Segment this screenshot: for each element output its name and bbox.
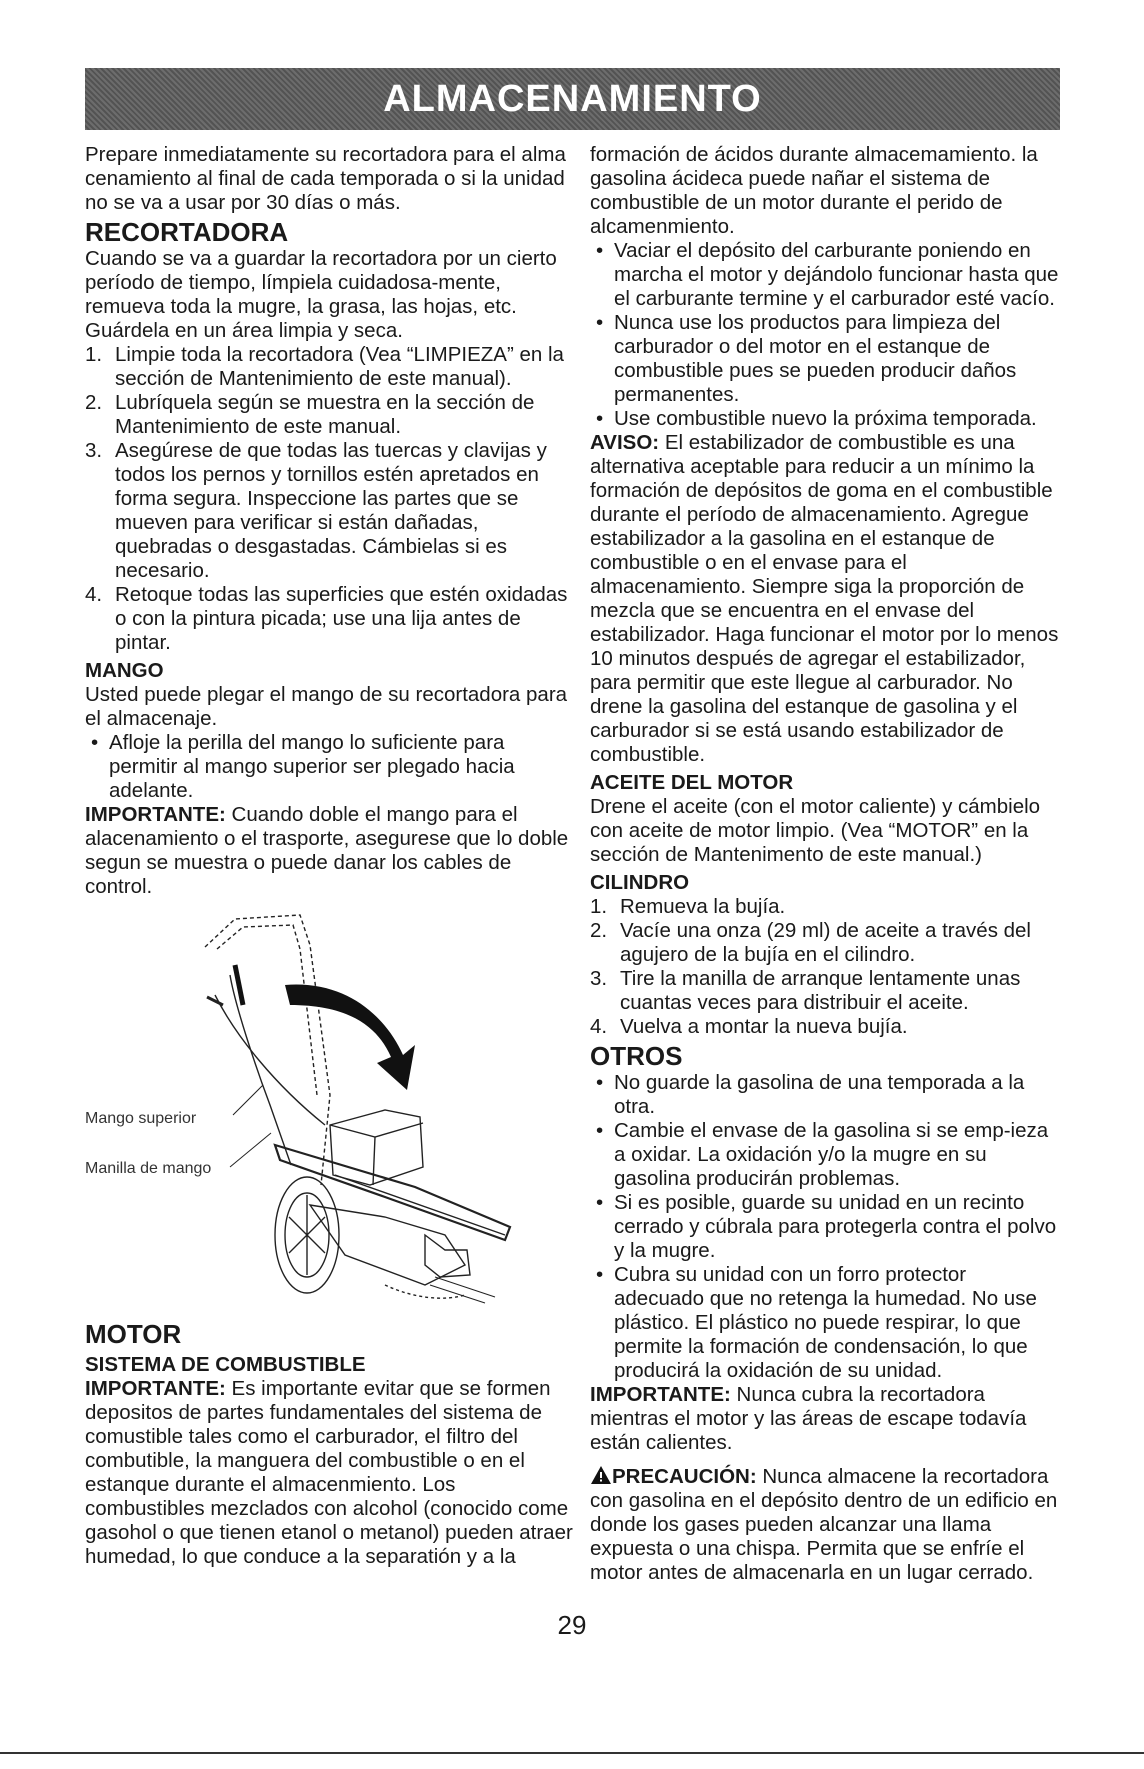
section-banner (85, 68, 1060, 130)
heading-aceite: ACEITE DEL MOTOR (590, 771, 794, 794)
list-item: • No guarde la gasolina de una temporada a la otra. (596, 1071, 1025, 1118)
page-number: 29 (557, 1610, 587, 1640)
left-column (85, 143, 575, 1569)
heading-recortadora: RECORTADORA (85, 217, 289, 247)
caution-paragraph: PRECAUCIÓN: Nunca almacene la recortadora con gasolina en el depósito dentro de un edificio en donde los gases pueden alcanzar una llama expuesta o una chispa. Permita que se enfríe el motor antes de almacenarla en un lugar cerrado. (590, 1465, 1058, 1584)
list-item: 3. Tire la manilla de arranque lentamente unas cuantas veces para distribuir el aceite. (590, 967, 1021, 1014)
fuel-bullets (590, 239, 1060, 431)
banner-title: ALMACENAMIENTO (383, 77, 762, 120)
fuel-continued: formación de ácidos durante almacemamiento. la gasolina ácideca puede nañar el sistema de combustible de un motor durante el perido de alcamenmiento. (590, 143, 1038, 238)
list-item: 1. Remueva la bujía. (590, 895, 786, 918)
list-item: 2. Lubríquela según se muestra en la sección de Mantenimiento de este manual. (85, 391, 535, 438)
list-item: 3. Asegúrese de que todas las tuercas y clavijas y todos los pernos y tornillos estén apretados en forma segura. Inspeccione las partes que se mueven para verificar si están dañadas, quebradas o desgastadas. Cámbielas si es necesario. (85, 439, 547, 582)
motor-important: IMPORTANTE: Es importante evitar que se formen depositos de partes fundamentales del sistema de comustible tales como el carburador, el filtro del combutible, la manguera del combustible o en el estanque durante el almacenmiento. Los combustibles mezclados con alcohol (conocido come gasohol o que tienen etanol o metanol) pueden atraer humedad, lo que conduce a la separatión y a la (85, 1377, 573, 1568)
otros-important: IMPORTANTE: Nunca cubra la recortadora mientras el motor y las áreas de escape todavía están calientes. (590, 1383, 1027, 1454)
right-column (590, 143, 1060, 1585)
aviso-paragraph: AVISO: El estabilizador de combustible es una alternativa aceptable para reducir a un mínimo la formación de depósitos de goma en el combustible durante el período de almacenamiento. Agregue estabilizador a la gasolina en el estanque de combustible o en el envase para el almacenamiento. Siempre siga la proporción de mezcla que se encuentra en el envase del estabilizador. Haga funcionar el motor por lo menos 10 minutos después de agregar el estabilizador, para permitir que este llegue al carburador. No drene la gasolina del estanque de gasolina y el carburador si se está usando estabilizador de combustible. (590, 431, 1059, 766)
label-handle-knob: Manilla de mango (85, 1160, 212, 1177)
heading-sistema-combustible: SISTEMA DE COMBUSTIBLE (85, 1353, 366, 1376)
aceite-body: Drene el aceite (con el motor caliente) y cámbielo con aceite de motor limpio. (Vea “MOTOR” en la sección de Mantenimento de este manual.) (590, 795, 1041, 866)
mango-bullets (85, 731, 575, 803)
list-item: 4. Vuelva a montar la nueva bujía. (590, 1015, 908, 1038)
warning-triangle-icon (590, 1465, 612, 1485)
mango-body: Usted puede plegar el mango de su recortadora para el almacenaje. (85, 683, 568, 730)
list-item: • Cubra su unidad con un forro protector adecuado que no retenga la humedad. No use plástico. El plástico no puede respirar, lo que permite la formación de condensación, lo que producirá la oxidación de su unidad. (596, 1263, 1037, 1382)
list-item: • Si es posible, guarde su unidad en un recinto cerrado y cúbrala para protegerla contra el polvo y la mugre. (596, 1191, 1057, 1262)
list-item: • Nunca use los productos para limpieza del carburador o del motor en el estanque de combustible pues se pueden producir daños permanentes. (596, 311, 1017, 406)
heading-cilindro: CILINDRO (590, 871, 690, 894)
heading-motor: MOTOR (85, 1319, 182, 1349)
list-item: • Use combustible nuevo la próxima temporada. (596, 407, 1037, 430)
mango-important: IMPORTANTE: Cuando doble el mango para el alacenamiento o el trasporte, asegurese que lo doble segun se muestra o puede danar los cables de control. (85, 803, 569, 898)
list-item: 4. Retoque todas las superficies que estén oxidadas o con la pintura picada; use una lija antes de pintar. (85, 583, 568, 654)
intro-paragraph: Prepare inmediatamente su recortadora para el alma cenamiento al final de cada temporada o si la unidad no se va a usar por 30 días o más. (85, 143, 566, 214)
recortadora-steps (85, 343, 575, 655)
list-item: 2. Vacíe una onza (29 ml) de aceite a través del agujero de la bujía en el cilindro. (590, 919, 1031, 966)
heading-otros: OTROS (590, 1041, 683, 1071)
otros-bullets (590, 1071, 1060, 1383)
list-item: 1. Limpie toda la recortadora (Vea “LIMPIEZA” en la sección de Mantenimiento de este manual). (85, 343, 564, 390)
bottom-divider (0, 1752, 1144, 1754)
list-item: • Cambie el envase de la gasolina si se emp-ieza a oxidar. La oxidación y/o la mugre en su gasolina producirán problemas. (596, 1119, 1049, 1190)
list-item: • Afloje la perilla del mango lo suficiente para permitir al mango superior ser plegado hacia adelante. (91, 731, 515, 802)
recortadora-body: Cuando se va a guardar la recortadora por un cierto período de tiempo, límpiela cuidadosa-mente, remueva toda la mugre, la grasa, las hojas, etc. Guárdela en un área limpia y seca. (85, 247, 557, 342)
list-item: • Vaciar el depósito del carburante poniendo en marcha el motor y dejándolo funcionar hasta que el carburante termine y el carburador esté vacío. (596, 239, 1059, 310)
cilindro-steps (590, 895, 1060, 1039)
heading-mango: MANGO (85, 659, 164, 682)
trimmer-folded-handle-illustration (85, 905, 575, 1325)
label-upper-handle: Mango superior (85, 1110, 197, 1127)
